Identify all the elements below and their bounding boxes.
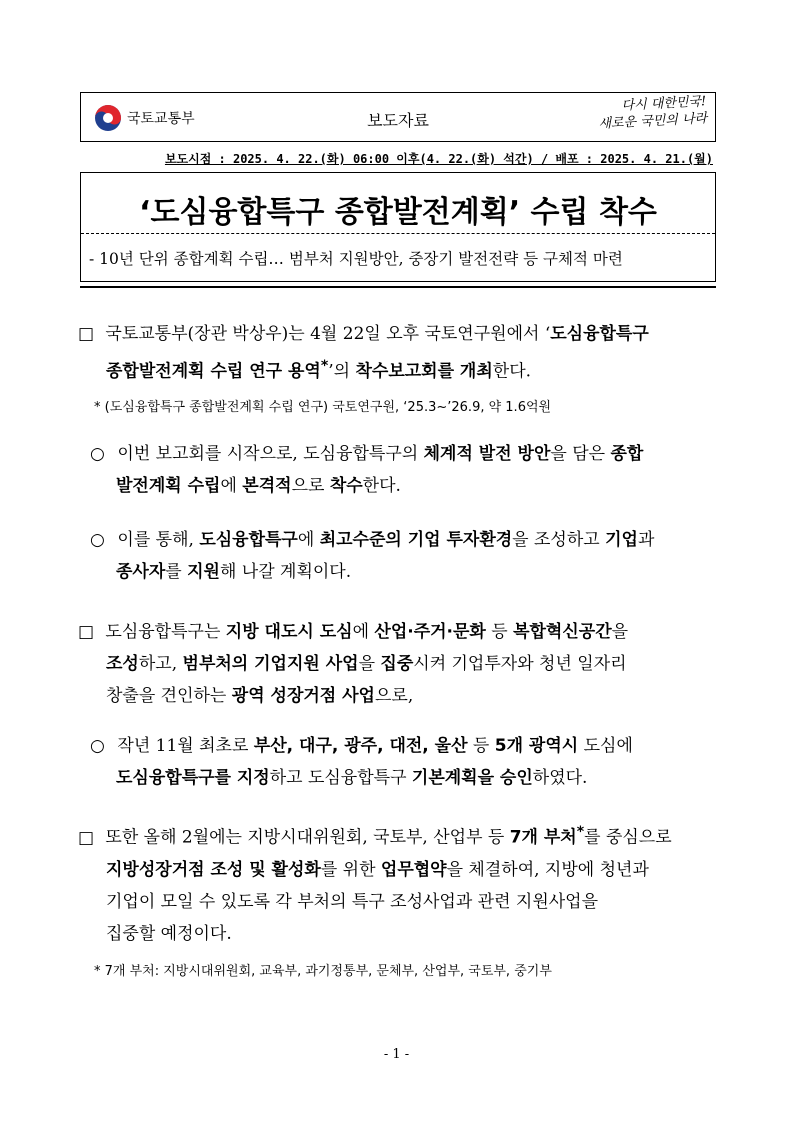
- text-bold: 업무협약: [380, 859, 447, 880]
- text: 하였다.: [532, 768, 588, 788]
- section-3: [78, 816, 728, 950]
- footnote-mark: *: [576, 824, 585, 840]
- text-bold: 복합혁신공간: [513, 622, 612, 642]
- ministry-name: 국토교통부: [127, 111, 195, 127]
- text-bold: 종합: [610, 444, 644, 464]
- slogan-line2: 새로운 국민의 나라: [598, 111, 708, 132]
- text: 국토교통부(장관 박상우)는 4월 22일 오후 국토연구원에서 ‘: [105, 324, 551, 344]
- release-info: 보도시점 : 2025. 4. 22.(화) 06:00 이후(4. 22.(화) 석간) / 배포 : 2025. 4. 21.(월): [164, 152, 713, 166]
- text: 에: [352, 622, 375, 642]
- circle-bullet: ○: [90, 736, 105, 756]
- text: 집중할 예정이다.: [106, 923, 232, 944]
- text-bold: 집중: [380, 654, 414, 674]
- text: 등: [467, 736, 495, 756]
- title-box: [80, 172, 716, 282]
- section-1-sub-b: [90, 524, 730, 588]
- text-bold: 지방 대도시 도심: [225, 622, 353, 642]
- text-bold: 최고수준의 기업 투자환경: [319, 530, 513, 550]
- footnote-mark: *: [320, 358, 329, 374]
- title-bottom-rule: [80, 286, 716, 288]
- section-2: [78, 616, 728, 712]
- text: 한다.: [362, 476, 401, 496]
- text: 를 위한: [320, 859, 381, 880]
- text-bold: 체계적 발전 방안: [423, 444, 551, 464]
- text: 시켜 기업투자와 청년 일자리: [413, 654, 627, 674]
- text: 에: [220, 476, 243, 496]
- text: 이번 보고회를 시작으로, 도심융합특구의: [117, 444, 424, 464]
- text: ’의: [328, 361, 356, 382]
- text-bold: 산업·주거·문화: [374, 622, 486, 642]
- text: 또한 올해 2월에는 지방시대위원회, 국토부, 산업부 등: [105, 827, 510, 848]
- subtitle: - 10년 단위 종합계획 수립… 범부처 지원방안, 중장기 발전전략 등 구체적 마련: [89, 250, 623, 268]
- text-bold: 7개 부처: [509, 827, 577, 848]
- text-bold: 조성: [106, 654, 139, 674]
- text-bold: 착수: [329, 476, 363, 496]
- section-1-sub-a: [90, 438, 730, 502]
- text-bold: 종사자: [116, 562, 166, 582]
- text: 하고,: [138, 654, 183, 674]
- section-2-sub-a: [90, 730, 730, 794]
- text-bold: 도심융합특구를 지정: [116, 768, 270, 788]
- square-bullet: □: [78, 324, 95, 344]
- text-bold: 기업: [605, 530, 638, 550]
- circle-bullet: ○: [90, 530, 105, 550]
- text: 에: [297, 530, 320, 550]
- footnote-1: * (도심융합특구 종합발전계획 수립 연구) 국토연구원, ‘25.3~’26.9, 약 1.6억원: [94, 400, 552, 415]
- text: 도심융합특구는: [105, 622, 226, 642]
- text-bold: 도심융합특구: [550, 324, 649, 344]
- slogan-line1: 다시 대한민국!: [621, 94, 707, 114]
- page-number: - 1 -: [383, 1047, 410, 1062]
- text: 으로: [291, 476, 330, 496]
- page-title: ‘도심융합특구 종합발전계획’ 수립 착수: [139, 195, 657, 230]
- text-bold: 지원: [187, 562, 220, 582]
- text-bold: 착수보고회를 개최: [355, 361, 493, 382]
- text-bold: 본격적: [242, 476, 292, 496]
- text-bold: 종합발전계획 수립 연구 용역: [106, 361, 321, 382]
- header-box: [80, 92, 716, 142]
- text: 기업이 모일 수 있도록 각 부처의 특구 조성사업과 관련 지원사업을: [106, 891, 599, 912]
- text-bold: 부산, 대구, 광주, 대전, 울산: [253, 736, 468, 756]
- text: 하고 도심융합특구: [269, 768, 412, 788]
- text: 를 중심으로: [584, 827, 672, 848]
- text-bold: 발전계획 수립: [116, 476, 221, 496]
- text: 등: [485, 622, 514, 642]
- text: 를: [165, 562, 188, 582]
- text-bold: 지방성장거점 조성 및 활성화: [106, 859, 321, 880]
- circle-bullet: ○: [90, 444, 105, 464]
- text: 을 담은: [550, 444, 611, 464]
- text: 으로,: [374, 686, 414, 706]
- text: 을: [358, 654, 381, 674]
- square-bullet: □: [78, 827, 95, 848]
- text: 작년 11월 최초로: [117, 736, 254, 756]
- text-bold: 광역 성장거점 사업: [231, 686, 375, 706]
- footnote-2: * 7개 부처: 지방시대위원회, 교육부, 과기정통부, 문체부, 산업부, 국토부, 중기부: [94, 964, 552, 979]
- title-divider: [81, 233, 715, 234]
- text: 과: [637, 530, 655, 550]
- text-bold: 범부처의 기업지원 사업: [182, 654, 359, 674]
- text: 도심에: [578, 736, 633, 756]
- slogan: [597, 93, 707, 133]
- text: 이를 통해,: [117, 530, 200, 550]
- text-bold: 기본계획을 승인: [411, 768, 533, 788]
- doc-type: 보도자료: [367, 111, 429, 130]
- text-bold: 5개 광역시: [494, 736, 579, 756]
- text-bold: 도심융합특구: [199, 530, 298, 550]
- section-1: [78, 318, 728, 388]
- text: 을 체결하여, 지방에 청년과: [446, 859, 649, 880]
- text: 을: [611, 622, 629, 642]
- square-bullet: □: [78, 622, 95, 642]
- text: 을 조성하고: [512, 530, 606, 550]
- text: 한다.: [492, 361, 532, 382]
- text: 창출을 견인하는: [106, 686, 232, 706]
- text: 해 나갈 계획이다.: [219, 562, 352, 582]
